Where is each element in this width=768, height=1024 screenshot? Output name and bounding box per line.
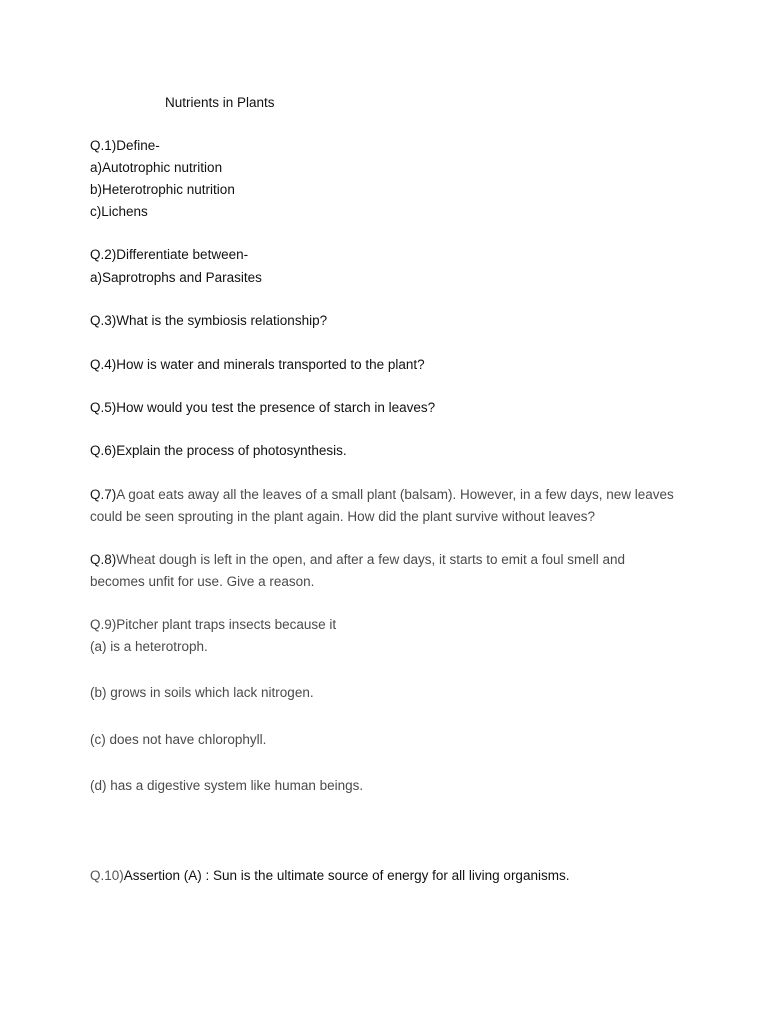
q8-label: Q.8)	[90, 552, 117, 567]
q10-text: Assertion (A) : Sun is the ultimate source of energy for all living organisms.	[123, 868, 570, 883]
q8-line-2: becomes unfit for use. Give a reason.	[90, 574, 315, 589]
q10-line	[90, 866, 569, 886]
q2-item-a: a)Saprotrophs and Parasites	[90, 270, 262, 285]
q9-stem: Q.9)Pitcher plant traps insects because it	[90, 617, 337, 632]
q1-item-a: a)Autotrophic nutrition	[90, 160, 223, 175]
q7-line-1	[90, 485, 674, 505]
q1-item-c: c)Lichens	[90, 204, 148, 219]
q7-label: Q.7)	[90, 487, 117, 502]
q9-option-b: (b) grows in soils which lack nitrogen.	[90, 685, 314, 700]
q4-text: Q.4)How is water and minerals transported to the plant?	[90, 357, 425, 372]
q1-heading: Q.1)Define-	[90, 138, 160, 153]
q7-text-1: A goat eats away all the leaves of a small plant (balsam). However, in a few days, new leaves	[116, 487, 674, 502]
document-title: Nutrients in Plants	[165, 95, 275, 110]
q5-text: Q.5)How would you test the presence of starch in leaves?	[90, 400, 436, 415]
q10-label: Q.10)	[90, 868, 124, 883]
q3-text: Q.3)What is the symbiosis relationship?	[90, 313, 328, 328]
q9-option-a: (a) is a heterotroph.	[90, 639, 208, 654]
q1-item-b: b)Heterotrophic nutrition	[90, 182, 235, 197]
q2-heading: Q.2)Differentiate between-	[90, 247, 249, 262]
q9-option-c: (c) does not have chlorophyll.	[90, 732, 267, 747]
q7-line-2: could be seen sprouting in the plant again. How did the plant survive without leaves?	[90, 509, 596, 524]
q8-line-1	[90, 550, 625, 570]
q6-text: Q.6)Explain the process of photosynthesis.	[90, 443, 347, 458]
q8-text-1: Wheat dough is left in the open, and after a few days, it starts to emit a foul smell and	[116, 552, 626, 567]
q9-option-d: (d) has a digestive system like human beings.	[90, 778, 364, 793]
